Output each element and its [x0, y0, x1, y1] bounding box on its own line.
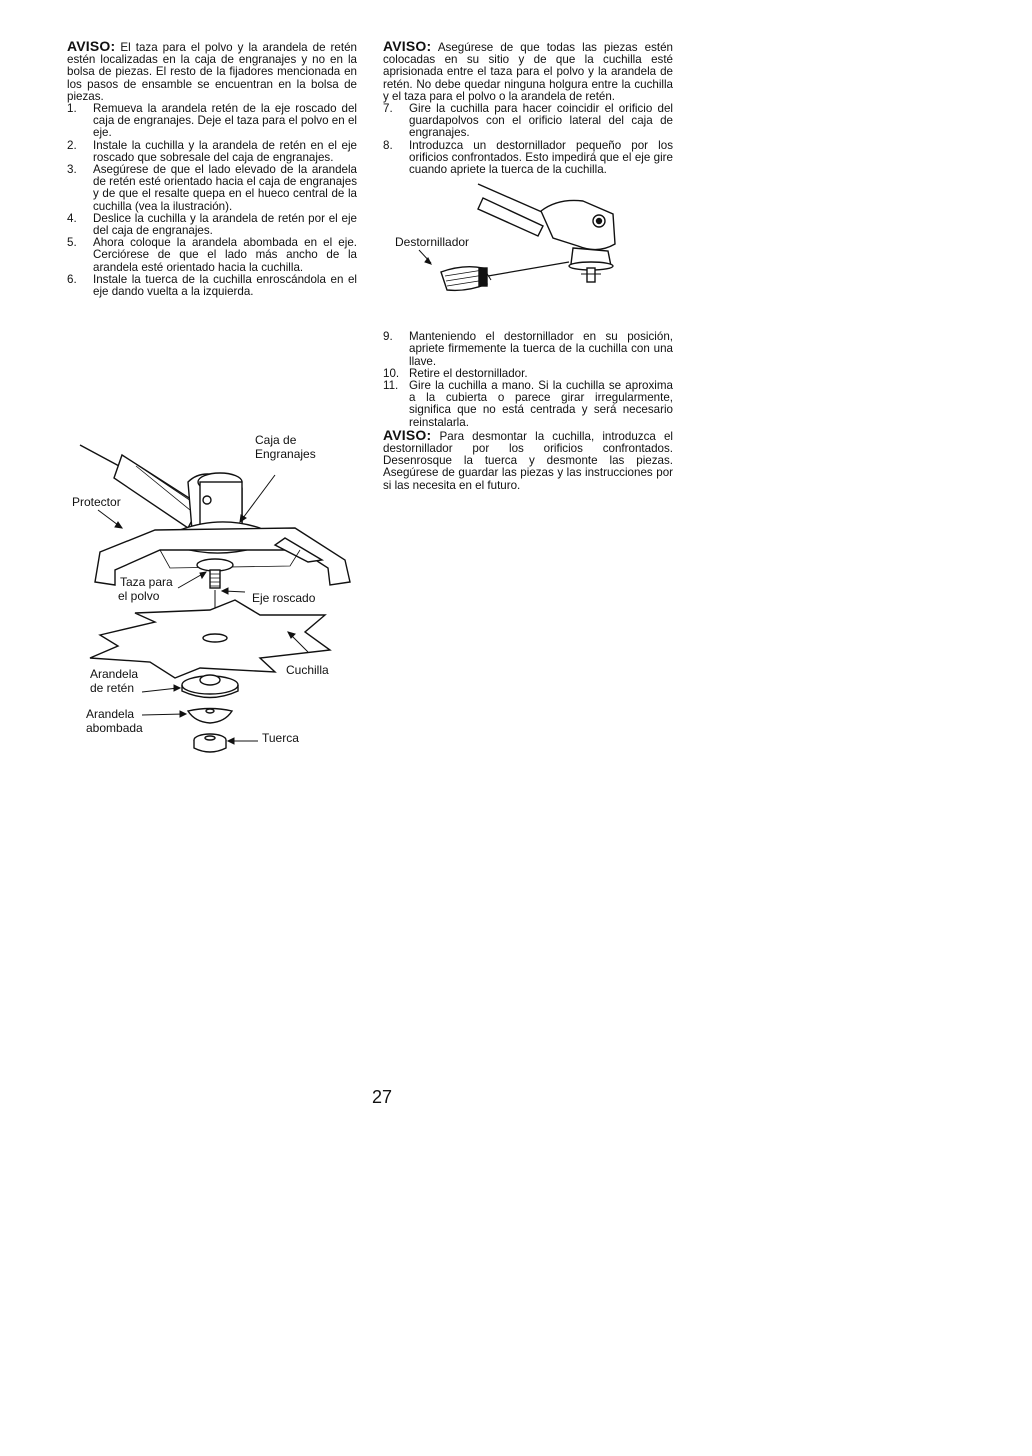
step-item — [67, 103, 357, 140]
step-number: 8. — [383, 138, 393, 152]
step-item — [383, 103, 673, 140]
label-de-reten: de retén — [90, 681, 135, 695]
step-number: 1. — [67, 102, 77, 116]
step-number: 6. — [67, 272, 77, 286]
aviso-text: Asegúrese de que todas las piezas estén colocadas en su sitio y de que la cuchilla esté aprisionada entre el taza para el polvo y la arandela de retén. No debe quedar ninguna holgura entre la cuchilla y el taza para el polvo o la arandela de retén. — [383, 41, 673, 103]
step-text: Gire la cuchilla a mano. Si la cuchilla se aproxima a la cubierta o parece girar irregularmente, significa que no está centrada y será necesario reinstalarla. — [409, 379, 673, 429]
label-el-polvo: el polvo — [118, 589, 160, 603]
step-text: Instale la tuerca de la cuchilla enroscándola en el eje dando vuelta a la izquierda. — [93, 272, 357, 299]
label-protector: Protector — [72, 495, 121, 509]
right-column — [383, 40, 673, 492]
steps-list — [67, 103, 357, 298]
step-number: 5. — [67, 236, 77, 250]
step-text: Manteniendo el destornillador en su posición, apriete firmemente la tuerca de la cuchilla con una llave. — [409, 330, 673, 368]
step-text: Ahora coloque la arandela abombada en el eje. Cerciórese de que el lado más ancho de la arandela esté orientado hacia la cuchilla. — [93, 236, 357, 274]
step-text: Introduzca un destornillador pequeño por los orificios confrontados. Esto impedirá que el eje gire cuando apriete la tuerca de la cuchilla. — [409, 138, 673, 177]
aviso-label: AVISO: — [67, 38, 116, 54]
step-item — [67, 237, 357, 274]
step-number: 9. — [383, 330, 393, 344]
label-abombada: abombada — [86, 721, 143, 735]
step-text: Gire la cuchilla para hacer coincidir el orificio del guardapolvos con el orificio lateral del caja de engranajes. — [409, 102, 673, 140]
label-destornillador: Destornillador — [395, 235, 470, 250]
aviso-paragraph — [67, 40, 357, 103]
label-taza-para: Taza para — [120, 575, 173, 589]
step-item — [67, 274, 357, 298]
screwdriver-figure — [383, 176, 673, 331]
aviso-text: El taza para el polvo y la arandela de retén estén localizadas en la caja de engranajes y no en la bolsa de piezas. El resto de la fijadores mencionada en los pasos de ensamble se encuentran en la bolsa de piezas. — [67, 41, 357, 103]
aviso-paragraph — [383, 40, 673, 103]
page-number: 27 — [371, 1087, 393, 1107]
aviso-text: Para desmontar la cuchilla, introduzca el destornillador por los orificios confrontados. Desenrosque la tuerca y desmonte las piezas. Asegúrese de guardar las piezas y las instrucciones por si las necesita en el futuro. — [383, 429, 673, 492]
step-text: Retire el destornillador. — [409, 366, 528, 380]
step-text: Instale la cuchilla y la arandela de retén en el eje roscado que sobresale del caja de engranajes. — [93, 138, 357, 164]
label-eje-roscado: Eje roscado — [252, 591, 316, 605]
step-item — [67, 164, 357, 213]
label-tuerca: Tuerca — [262, 731, 299, 745]
step-item — [67, 213, 357, 237]
step-text: Remueva la arandela retén de la eje roscado del caja de engranajes. Deje el taza para el polvo en el eje. — [93, 102, 357, 140]
step-item — [383, 140, 673, 177]
label-arandela-reten-1: Arandela — [90, 667, 139, 681]
aviso-label: AVISO: — [383, 426, 432, 443]
blade-assembly-figure — [60, 410, 370, 760]
label-arandela-abombada-1: Arandela — [86, 707, 135, 721]
label-engranajes: Engranajes — [255, 447, 316, 461]
step-item — [383, 380, 673, 429]
steps-list — [383, 103, 673, 176]
label-caja-de: Caja de — [255, 433, 297, 447]
aviso-paragraph-2 — [383, 426, 673, 492]
step-number: 4. — [67, 211, 77, 225]
steps-list-continued — [383, 331, 673, 429]
screwdriver-drawing — [383, 176, 673, 331]
left-column — [67, 40, 357, 298]
step-item — [67, 140, 357, 164]
step-number: 7. — [383, 102, 393, 116]
step-number: 2. — [67, 138, 77, 152]
step-text: Deslice la cuchilla y la arandela de retén por el eje del caja de engranajes. — [93, 211, 357, 238]
step-number: 11. — [383, 379, 399, 393]
step-text: Asegúrese de que el lado elevado de la arandela de retén esté orientado hacia el caja de engranajes y de que el resalte quepa en el hueco central de la cuchilla (vea la ilustración). — [93, 163, 357, 213]
label-cuchilla: Cuchilla — [286, 663, 329, 677]
aviso-label: AVISO: — [383, 38, 432, 54]
step-number: 3. — [67, 163, 77, 177]
step-number: 10. — [383, 366, 400, 380]
step-item — [383, 331, 673, 368]
